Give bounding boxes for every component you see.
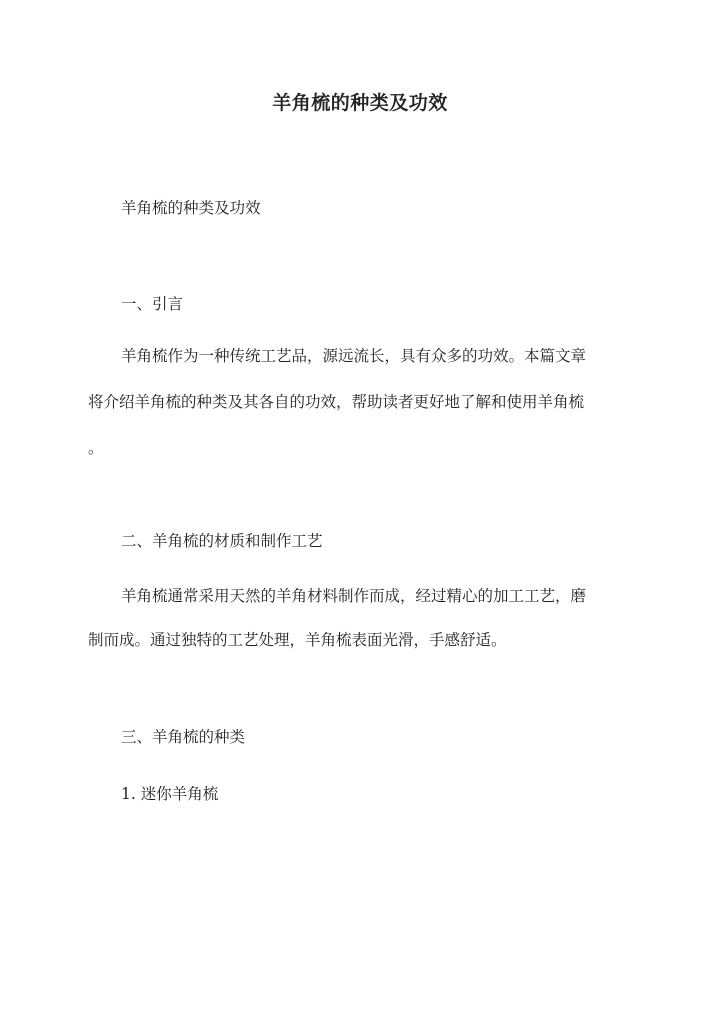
paragraph-line: 将介绍羊角梳的种类及其各自的功效，帮助读者更好地了解和使用羊角梳 <box>88 393 585 411</box>
paragraph-line: 。 <box>88 439 104 457</box>
section-heading-types: 三、羊角梳的种类 <box>121 728 246 746</box>
list-item: 1. 迷你羊角梳 <box>121 785 219 803</box>
document-title: 羊角梳的种类及功效 <box>272 92 448 114</box>
section-heading-material: 二、羊角梳的材质和制作工艺 <box>121 532 323 550</box>
paragraph-line: 制而成。通过独特的工艺处理，羊角梳表面光滑，手感舒适。 <box>88 631 507 649</box>
paragraph-line: 羊角梳作为一种传统工艺品，源远流长，具有众多的功效。本篇文章 <box>121 347 587 365</box>
paragraph-line: 羊角梳通常采用天然的羊角材料制作而成，经过精心的加工工艺，磨 <box>121 587 587 605</box>
section-heading-introduction: 一、引言 <box>121 295 184 313</box>
document-subtitle: 羊角梳的种类及功效 <box>121 199 261 217</box>
